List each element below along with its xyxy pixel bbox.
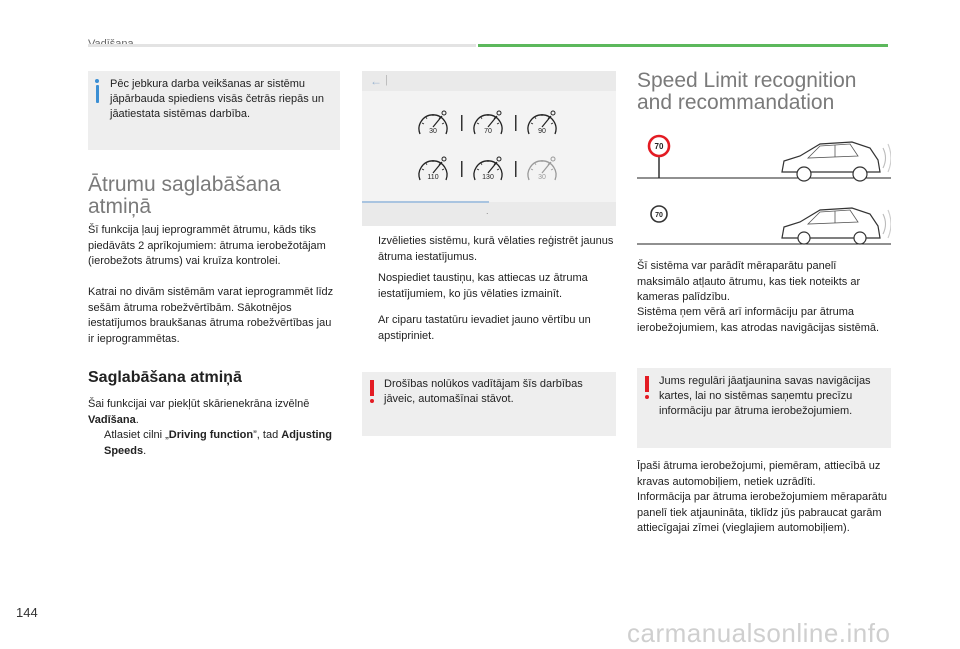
speed-label-4: 130 xyxy=(482,174,494,181)
step-2 xyxy=(362,271,616,302)
speed-limit-paragraph4: Informācija par ātruma ierobežojumiem mēraparātu panelī tiek atjaunināta, tiklīdz jūs pabraucat garām attiecīgajai zīmei (vieglajiem automobiļiem). xyxy=(637,491,888,534)
info-note-box xyxy=(88,71,340,150)
saving-bullet-suffix: . xyxy=(143,444,147,457)
saving-bullet-bold2: Adjusting Speeds xyxy=(104,429,332,457)
page-number: 144 xyxy=(16,605,38,620)
car-icon xyxy=(782,208,891,244)
speed-memory-title xyxy=(88,174,340,218)
safety-warning-text: Drošības nolūkos vadītājam šīs darbības jāveic, automašīnai stāvot. xyxy=(384,378,583,405)
speed-memory-title-line1: Ātrumu saglabāšana xyxy=(88,173,281,196)
back-arrow-icon: ← xyxy=(370,74,382,88)
speed-limit-paragraph1: Šī sistēma var parādīt mēraparātu panelī maksimālo atļauto ātrumu, kas tiek noteikts ar kameras palīdzību. xyxy=(637,260,861,303)
speed-limit-title xyxy=(637,70,891,114)
saving-intro-suffix: . xyxy=(135,413,139,426)
speed-limit-paragraph2: Sistēma ņem vērā arī informāciju par ātruma ierobežojumiem, kas atrodas navigācijas sistēmā. xyxy=(637,306,880,334)
speed-sign-car-illustration xyxy=(637,130,891,248)
step-3-text: Ar ciparu tastatūru ievadiet jauno vērtību un apstipriniet. xyxy=(378,314,591,342)
car-icon xyxy=(782,142,891,181)
touchscreen-bottom-bar xyxy=(362,202,616,226)
speed-label-5: 30 xyxy=(538,174,546,181)
preset-separator xyxy=(515,161,517,177)
speed-memory-paragraph1: Šī funkcija ļauj ieprogrammēt ātrumu, kāds tiks piedāvāts 2 aprīkojumiem: ātruma ierobežotājam (ierobežots ātrums) vai kruīza kontrolei. xyxy=(88,224,326,267)
speed-limit-title-line1: Speed Limit recognition xyxy=(637,69,857,92)
speed-label-3: 110 xyxy=(427,174,439,181)
speed-label-1: 70 xyxy=(484,128,492,135)
speed-preset-30-inactive xyxy=(528,157,556,181)
speed-label-0: 30 xyxy=(429,128,437,135)
warning-icon xyxy=(645,376,649,392)
watermark: carmanualsonline.info xyxy=(627,618,891,648)
saving-bullet-bold1: Driving function xyxy=(168,429,254,441)
preset-separator xyxy=(461,115,463,131)
speed-preset-110 xyxy=(419,157,447,181)
preset-separator xyxy=(515,115,517,131)
speed-sign-value: 70 xyxy=(655,212,663,219)
header-rule-green xyxy=(478,44,888,47)
touchscreen-top-bar xyxy=(362,71,616,91)
saving-bullet-text xyxy=(104,428,340,459)
speed-presets-grid xyxy=(362,91,616,201)
safety-warning-box xyxy=(362,372,616,436)
step-1 xyxy=(362,234,616,265)
saving-intro xyxy=(88,397,340,428)
info-icon xyxy=(96,85,99,103)
saving-intro-prefix: Šai funkcijai var piekļūt skārienekrāna izvēlnē xyxy=(88,398,310,410)
map-update-warning-text: Jums regulāri jāatjaunina savas navigācijas kartes, lai no sistēmas saņemtu precīzu informāciju par ātruma ierobežojumiem. xyxy=(659,375,871,417)
saving-bullet xyxy=(88,428,340,459)
speed-limit-title-line2: and recommandation xyxy=(637,91,835,114)
speed-preset-70 xyxy=(474,111,502,135)
speed-label-2: 90 xyxy=(538,128,546,135)
info-note-text: Pēc jebkura darba veikšanas ar sistēmu jāpārbauda spiediens visās četrās riepās un jāatiestata sistēmas darbība. xyxy=(110,78,325,120)
step-1-text: Izvēlieties sistēmu, kurā vēlaties reģistrēt jaunus ātruma iestatījumus. xyxy=(378,235,614,263)
speed-preset-90 xyxy=(528,111,556,135)
saving-bullet-prefix: Atlasiet cilni „ xyxy=(104,429,169,441)
speed-preset-130 xyxy=(474,157,502,181)
touchscreen-tab-indicator xyxy=(362,201,489,203)
map-update-warning-box xyxy=(637,368,891,448)
speed-sign-value: 70 xyxy=(654,142,664,151)
saving-intro-bold: Vadīšana xyxy=(88,413,136,426)
top-bar-separator: | xyxy=(385,74,388,86)
speed-memory-title-line2: atmiņā xyxy=(88,195,152,218)
step-2-text: Nospiediet taustiņu, kas attiecas uz ātruma iestatījumiem, ko jūs vēlaties izmainīt. xyxy=(378,272,588,300)
speed-limit-paragraph3: Īpaši ātruma ierobežojumi, piemēram, attiecībā uz kravas automobiļiem, netiek uzrādīti. xyxy=(637,460,881,488)
speed-memory-paragraph2: Katrai no divām sistēmām varat ieprogrammēt līdz sešām ātruma robežvērtībām. Sākotnējos iestatījumos braukšanas ātruma robežvērtības jau ir ieprogrammētas. xyxy=(88,286,334,345)
step-3 xyxy=(362,313,616,344)
header-rule-grey xyxy=(88,44,476,47)
speed-preset-30 xyxy=(419,111,447,135)
warning-icon xyxy=(370,380,374,396)
touchscreen-dot: . xyxy=(486,206,489,216)
saving-bullet-mid: ”, tad xyxy=(253,429,279,441)
preset-separator xyxy=(461,161,463,177)
saving-title: Saglabāšana atmiņā xyxy=(88,369,242,386)
